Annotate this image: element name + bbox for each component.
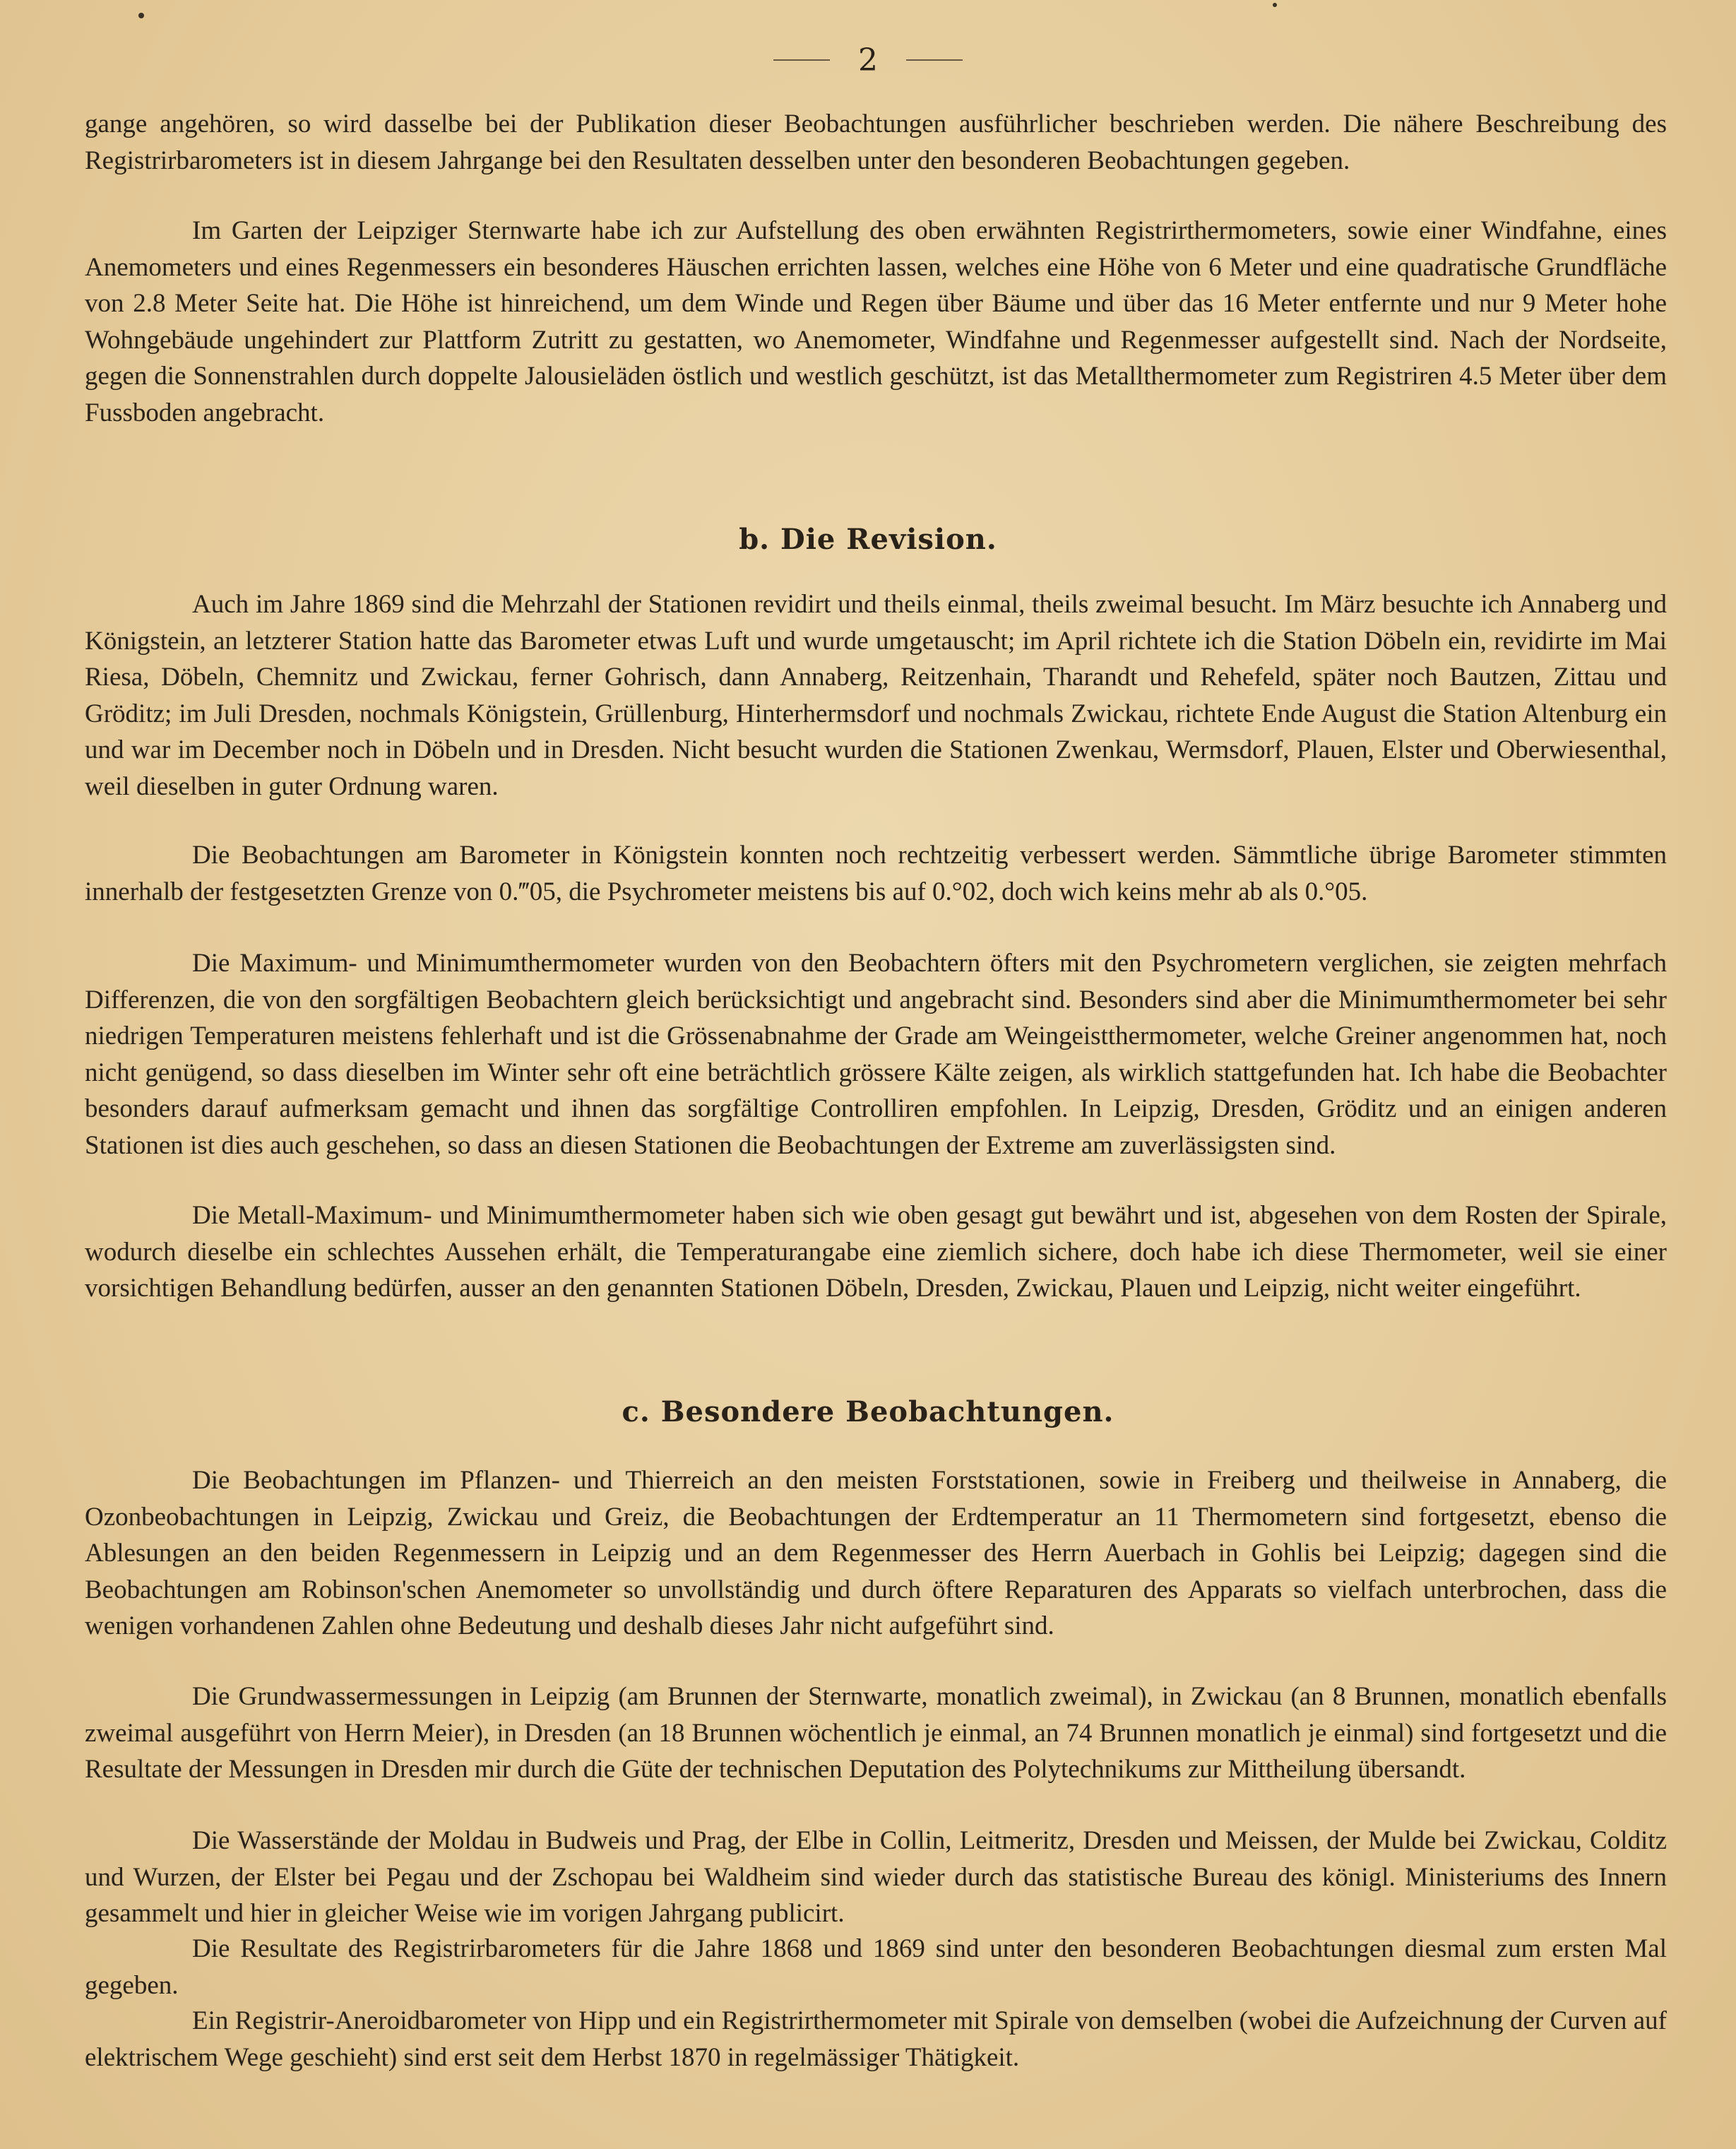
paragraph-b-1: Auch im Jahre 1869 sind die Mehrzahl der Stationen revidirt und theils einmal, theils zweimal besucht. Im März besuchte ich Annaberg und Königstein, an letzterer Station hatte das Barometer etwas Luft und wurde umgetauscht; im April richtete ich die Station Döbeln ein, revidirte im Mai Riesa, Döbeln, Chemnitz und Zwickau, ferner Gohrisch, dann Annaberg, Reitzenhain, Tharandt und Rehefeld, später noch Bautzen, Zittau und Gröditz; im Juli Dresden, nochmals Königstein, Grüllenburg, Hinterhermsdorf und nochmals Zwickau, richtete Ende August die Station Altenburg ein und war im December noch in Döbeln und in Dresden. Nicht besucht wurden die Stationen Zwenkau, Wermsdorf, Plauen, Elster und Oberwiesenthal, weil dieselben in guter Ordnung waren. xyxy=(85,590,1667,801)
page-number: 2 xyxy=(858,42,878,78)
paragraph-c-4: Die Resultate des Registrirbarometers für die Jahre 1868 und 1869 sind unter den besonderen Beobachtungen diesmal zum ersten Mal gegeben. xyxy=(85,1934,1667,2000)
header-rule-left xyxy=(773,59,830,61)
paragraph-c-3: Die Wasserstände der Moldau in Budweis und Prag, der Elbe in Collin, Leitmeritz, Dresden und Meissen, der Mulde bei Zwickau, Colditz und Wurzen, der Elster bei Pegau und der Zschopau bei Waldheim sind wieder durch das statistische Bureau des königl. Ministeriums des Innern gesammelt und hier in gleicher Weise wie im vorigen Jahrgang publicirt. xyxy=(85,1826,1667,1928)
section-heading-revision: b. Die Revision. xyxy=(739,523,997,556)
header-rule-right xyxy=(906,59,963,61)
paragraph-c-5: Ein Registrir-Aneroidbarometer von Hipp und ein Registrirthermometer mit Spirale von demselben (wobei die Aufzeichnung der Curven auf elektrischem Wege geschieht) sind erst seit dem Herbst 1870 in regelmässiger Thätigkeit. xyxy=(85,2006,1667,2072)
paragraph-b-2: Die Beobachtungen am Barometer in Königstein konnten noch rechtzeitig verbessert werden. Sämmtliche übrige Barometer stimmten innerhalb der festgesetzten Grenze von 0.‴05, die Psychrometer meistens bis auf 0.°02, doch wich keins mehr ab als 0.°05. xyxy=(85,841,1667,906)
ink-speck xyxy=(1273,3,1277,7)
paragraph-c-1: Die Beobachtungen im Pflanzen- und Thierreich an den meisten Forststationen, sowie in Freiberg und theilweise in Annaberg, die Ozonbeobachtungen in Leipzig, Zwickau und Greiz, die Beobachtungen der Erdtemperatur an 11 Thermometern sind fortgesetzt, ebenso die Ablesungen an den beiden Regenmessern in Leipzig und an dem Regenmesser des Herrn Auerbach in Gohlis bei Leipzig; dagegen sind die Beobachtungen am Robinson'schen Anemometer so unvollständig und durch öftere Reparaturen des Apparats so vielfach unterbrochen, dass die wenigen vorhandenen Zahlen ohne Bedeutung und deshalb dieses Jahr nicht aufgeführt sind. xyxy=(85,1466,1667,1640)
paragraph-b-4: Die Metall-Maximum- und Minimumthermometer haben sich wie oben gesagt gut bewährt und ist, abgesehen von dem Rosten der Spirale, wodurch dieselbe ein schlechtes Aussehen erhält, die Temperaturangabe eine ziemlich sichere, doch habe ich diese Thermometer, weil sie einer vorsichtigen Behandlung bedürfen, ausser an den genannten Stationen Döbeln, Dresden, Zwickau, Plauen und Leipzig, nicht weiter eingeführt. xyxy=(85,1201,1667,1303)
page-header xyxy=(0,39,1736,81)
paragraph-a-1: gange angehören, so wird dasselbe bei der Publikation dieser Beobachtungen ausführlicher beschrieben werden. Die nähere Beschreibung des Registrirbarometers ist in diesem Jahrgange bei den Resultaten desselben unter den besonderen Beobachtungen gegeben. xyxy=(85,109,1667,175)
ink-speck xyxy=(138,13,144,18)
paragraph-c-2: Die Grundwassermessungen in Leipzig (am Brunnen der Sternwarte, monatlich zweimal), in Zwickau (an 8 Brunnen, monatlich ebenfalls zweimal ausgeführt von Herrn Meier), in Dresden (an 18 Brunnen wöchentlich je einmal, an 74 Brunnen monatlich je einmal) sind fortgesetzt und die Resultate der Messungen in Dresden mir durch die Güte der technischen Deputation des Polytechnikums zur Mittheilung übersandt. xyxy=(85,1682,1667,1784)
section-heading-special-observations: c. Besondere Beobachtungen. xyxy=(622,1395,1114,1428)
paragraph-a-2: Im Garten der Leipziger Sternwarte habe ich zur Aufstellung des oben erwähnten Registrirthermometers, sowie einer Windfahne, eines Anemometers und eines Regenmessers ein besonderes Häuschen errichten lassen, welches eine Höhe von 6 Meter und eine quadratische Grundfläche von 2.8 Meter Seite hat. Die Höhe ist hinreichend, um dem Winde und Regen über Bäume und über das 16 Meter entfernte und nur 9 Meter hohe Wohngebäude ungehindert zur Plattform Zutritt zu gestatten, wo Anemometer, Windfahne und Regenmesser aufgestellt sind. Nach der Nordseite, gegen die Sonnenstrahlen durch doppelte Jalousieläden östlich und westlich geschützt, ist das Metallthermometer zum Registriren 4.5 Meter über dem Fussboden angebracht. xyxy=(85,216,1667,427)
paragraph-b-3: Die Maximum- und Minimumthermometer wurden von den Beobachtern öfters mit den Psychrometern verglichen, sie zeigten mehrfach Differenzen, die von den sorgfältigen Beobachtern gleich berücksichtigt und angebracht sind. Besonders sind aber die Minimumthermometer bei sehr niedrigen Temperaturen meistens fehlerhaft und ist die Grössenabnahme der Grade am Weingeistthermometer, welche Greiner angenommen hat, noch nicht genügend, so dass dieselben im Winter sehr oft eine beträchtlich grössere Kälte zeigen, als wirklich stattgefunden hat. Ich habe die Beobachter besonders darauf aufmerksam gemacht und ihnen das sorgfältige Controlliren empfohlen. In Leipzig, Dresden, Gröditz und an einigen anderen Stationen ist dies auch geschehen, so dass an diesen Stationen die Beobachtungen der Extreme am zuverlässigsten sind. xyxy=(85,949,1667,1160)
